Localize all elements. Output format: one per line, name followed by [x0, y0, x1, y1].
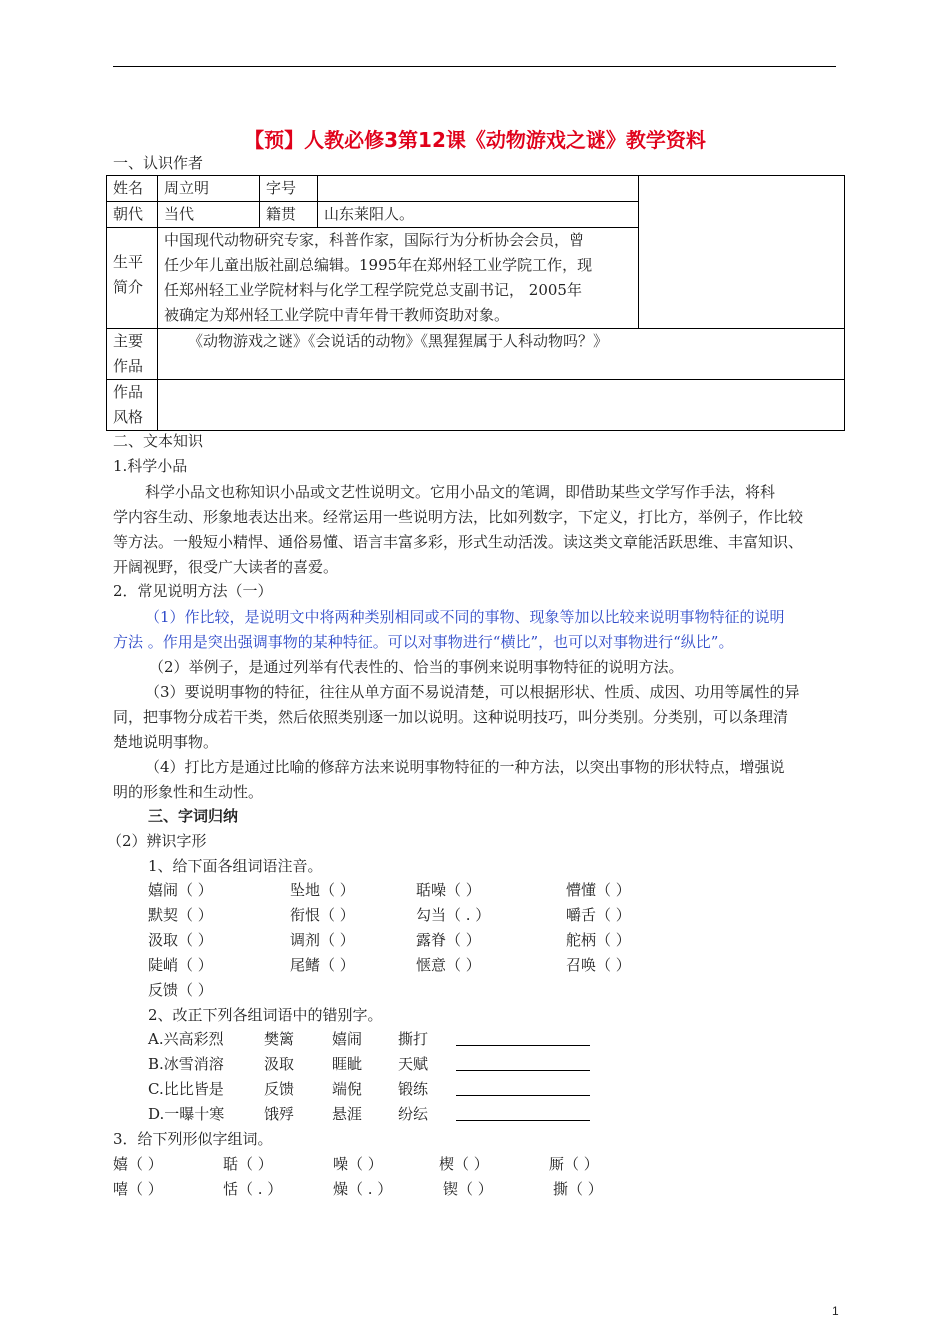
bio-line: 中国现代动物研究专家，科普作家，国际行为分析协会会员，曾 [164, 231, 585, 249]
q2-item: 悬涯 [332, 1105, 363, 1123]
answer-blank[interactable] [456, 1078, 590, 1096]
para-line: 楚地说明事物。 [113, 733, 219, 751]
table-blank-cell [639, 176, 845, 329]
q1-item: 衔恨（ ） [290, 906, 355, 924]
page-title: 【预】人教必修3第12课《动物游戏之谜》教学资料 [244, 128, 706, 152]
subheading-char-form: （2）辨识字形 [107, 832, 207, 850]
author-info-table [106, 175, 845, 431]
q2-item: C.比比皆是 [148, 1080, 224, 1098]
bio-line: 任郑州轻工业学院材料与化学工程学院党总支副书记， 2005年 [164, 281, 582, 299]
q2-item: B.冰雪消溶 [148, 1055, 224, 1073]
q3-item: 撕（ ） [553, 1180, 603, 1198]
dynasty-label: 朝代 [107, 202, 158, 228]
para-line: （1）作比较，是说明文中将两种类别相同或不同的事物、现象等加以比较来说明事物特征的说明 [145, 608, 785, 626]
q2-item: 天赋 [398, 1055, 429, 1073]
section-heading-text: 二、文本知识 [113, 432, 204, 450]
name-value: 周立明 [158, 176, 260, 202]
para-line: 同，把事物分成若干类，然后依照类别逐一加以说明。这种说明技巧，叫分类别。分类别，可以条理清 [113, 708, 789, 726]
question-2: 2、改正下列各组词语中的错别字。 [148, 1006, 383, 1024]
para-line: （3）要说明事物的特征，往往从单方面不易说清楚，可以根据形状、性质、成因、功用等属性的异 [145, 683, 800, 701]
q1-item: 聒噪（ ） [416, 881, 481, 899]
q2-item: 嬉闹 [332, 1030, 363, 1048]
q1-item: 勾当（ . ） [416, 906, 491, 924]
origin-value: 山东莱阳人。 [318, 202, 639, 228]
origin-label: 籍贯 [260, 202, 318, 228]
q1-item: 惬意（ ） [416, 956, 481, 974]
q1-item: 调剂（ ） [290, 931, 355, 949]
method-comparison [113, 605, 836, 655]
works-label-line1: 主要 [113, 332, 144, 350]
style-label [107, 380, 158, 431]
para-line: 明的形象性和生动性。 [113, 783, 264, 801]
q3-item: 燥（ . ） [333, 1180, 393, 1198]
answer-blank[interactable] [456, 1053, 590, 1071]
q2-item: 反馈 [264, 1080, 295, 1098]
para-line: 科学小品文也称知识小品或文艺性说明文。它用小品文的笔调，即借助某些文学写作手法，将科 [145, 483, 776, 501]
q1-item: 嚼舌（ ） [566, 906, 631, 924]
header-rule [113, 66, 836, 67]
works-value: 《动物游戏之谜》《会说话的动物》《黑猩猩属于人科动物吗？》 [158, 329, 845, 380]
q1-item: 召唤（ ） [566, 956, 631, 974]
dynasty-value: 当代 [158, 202, 260, 228]
name-label: 姓名 [107, 176, 158, 202]
q3-item: 聒（ ） [223, 1155, 273, 1173]
bio-text [158, 228, 639, 329]
style-label-line2: 风格 [113, 408, 144, 426]
q3-item: 嘻（ ） [113, 1180, 163, 1198]
bio-label-line1: 生平 [113, 253, 144, 271]
q2-item: 锻练 [398, 1080, 429, 1098]
bio-label [107, 228, 158, 329]
q3-item: 锲（ ） [443, 1180, 493, 1198]
q1-item: 默契（ ） [148, 906, 213, 924]
q1-item: 懵懂（ ） [566, 881, 631, 899]
question-3: 3．给下列形似字组词。 [113, 1130, 273, 1148]
q1-item: 反馈（ ） [148, 981, 213, 999]
zi-value [318, 176, 639, 202]
section-heading-author: 一、认识作者 [113, 154, 204, 172]
q1-item: 陡峭（ ） [148, 956, 213, 974]
section-heading-words: 三、字词归纳 [148, 807, 239, 825]
method-classification [113, 680, 836, 755]
science-essay-paragraph [113, 480, 836, 580]
q2-item: 睚眦 [332, 1055, 363, 1073]
q1-item: 嬉闹（ ） [148, 881, 213, 899]
bio-label-line2: 简介 [113, 278, 144, 296]
q1-item: 汲取（ ） [148, 931, 213, 949]
works-label-line2: 作品 [113, 357, 144, 375]
q1-item: 舵柄（ ） [566, 931, 631, 949]
para-line: （2）举例子，是通过列举有代表性的、恰当的事例来说明事物特征的说明方法。 [149, 658, 684, 676]
q3-item: 噪（ ） [333, 1155, 383, 1173]
q2-item: 端倪 [332, 1080, 363, 1098]
question-1: 1、给下面各组词语注音。 [148, 857, 323, 875]
q2-item: A.兴高彩烈 [148, 1030, 224, 1048]
q3-item: 嬉（ ） [113, 1155, 163, 1173]
bio-line: 被确定为郑州轻工业学院中青年骨干教师资助对象。 [164, 306, 510, 324]
q1-item: 坠地（ ） [290, 881, 355, 899]
style-label-line1: 作品 [113, 383, 144, 401]
style-value [158, 380, 845, 431]
q3-item: 厮（ ） [549, 1155, 599, 1173]
subheading-science-essay: 1.科学小品 [113, 457, 188, 475]
bio-line: 任少年儿童出版社副总编辑。1995年在郑州轻工业学院工作，现 [164, 256, 593, 274]
para-line: 开阔视野，很受广大读者的喜爱。 [113, 558, 339, 576]
q2-item: D.一曝十寒 [148, 1105, 225, 1123]
para-line: 学内容生动、形象地表达出来。经常运用一些说明方法，比如列数字，下定义，打比方，举例子，作比较 [113, 508, 804, 526]
q2-item: 汲取 [264, 1055, 295, 1073]
subheading-methods: 2．常见说明方法（一） [113, 582, 273, 600]
para-line: 等方法。一般短小精悍、通俗易懂、语言丰富多彩，形式生动活泼。读这类文章能活跃思维、丰富知识、 [113, 533, 804, 551]
para-line: 方法 。作用是突出强调事物的某种特征。可以对事物进行“横比”，也可以对事物进行“纵比”。 [113, 633, 734, 651]
q2-item: 樊篱 [264, 1030, 295, 1048]
para-line: （4）打比方是通过比喻的修辞方法来说明事物特征的一种方法，以突出事物的形状特点，增强说 [145, 758, 785, 776]
q2-item: 撕打 [398, 1030, 429, 1048]
q1-item: 尾鳍（ ） [290, 956, 355, 974]
q3-item: 楔（ ） [439, 1155, 489, 1173]
zi-label: 字号 [260, 176, 318, 202]
q1-item: 露脊（ ） [416, 931, 481, 949]
q2-item: 纷纭 [398, 1105, 429, 1123]
answer-blank[interactable] [456, 1028, 590, 1046]
q2-item: 饿殍 [264, 1105, 295, 1123]
q3-item: 恬（ . ） [223, 1180, 283, 1198]
answer-blank[interactable] [456, 1103, 590, 1121]
method-analogy [113, 755, 836, 805]
works-label [107, 329, 158, 380]
method-example [113, 655, 836, 680]
page-number: 1 [832, 1304, 839, 1318]
